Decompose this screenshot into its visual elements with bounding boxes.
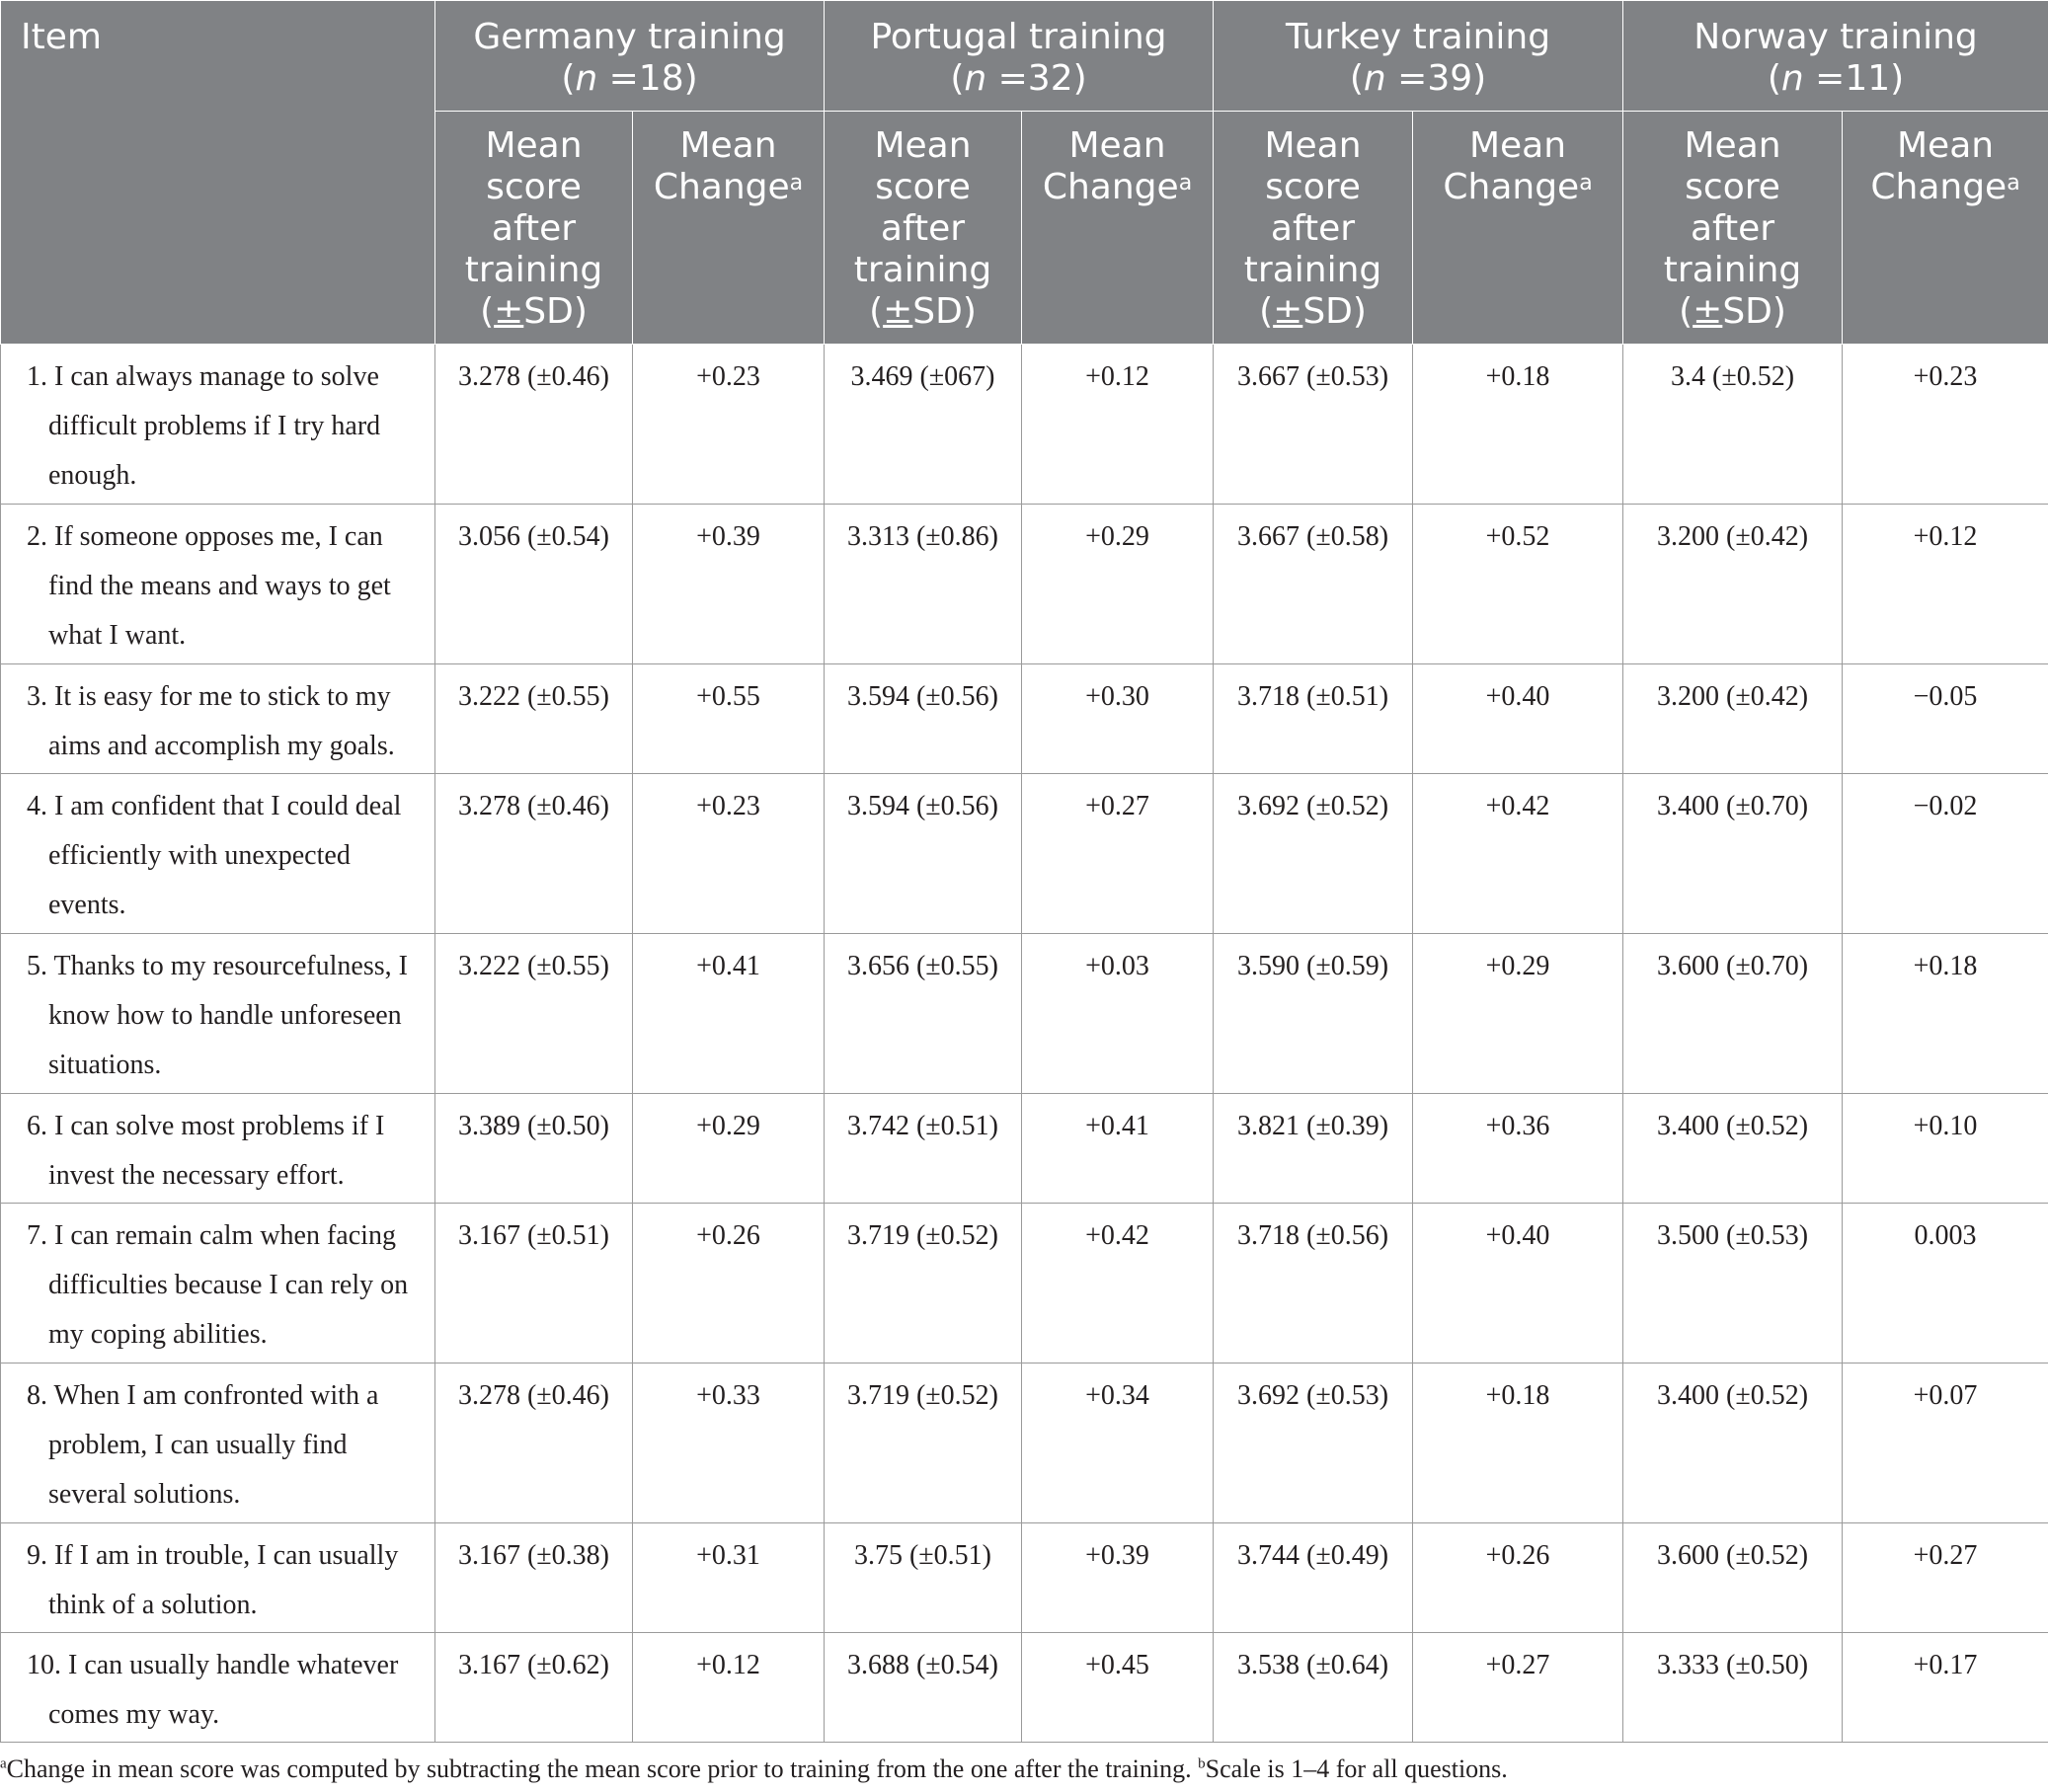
- subheader-mean-change-turkey: Mean Change$^a$: [1413, 112, 1623, 345]
- mean-score-cell-turkey: 3.744 (±0.49): [1214, 1523, 1413, 1633]
- subheader-mean-change-portugal: Mean Change$^a$: [1022, 112, 1214, 345]
- subheader-mean-score-norway: Mean score after training (±SD): [1623, 112, 1843, 345]
- mean-score-cell-portugal: 3.594 (±0.56): [825, 774, 1022, 934]
- mean-score-cell-portugal: 3.313 (±0.86): [825, 505, 1022, 664]
- table-row: [1, 664, 2048, 774]
- mean-score-cell-norway: 3.400 (±0.70): [1623, 774, 1843, 934]
- mean-score-cell-portugal: 3.594 (±0.56): [825, 664, 1022, 774]
- table-row: [1, 1523, 2048, 1633]
- group-header-turkey: Turkey training (n =39): [1214, 1, 1623, 112]
- mean-score-cell-turkey: 3.821 (±0.39): [1214, 1094, 1413, 1204]
- mean-score-cell-norway: 3.200 (±0.42): [1623, 664, 1843, 774]
- mean-score-cell-turkey: 3.590 (±0.59): [1214, 934, 1413, 1094]
- mean-change-cell-portugal: +0.03: [1022, 934, 1214, 1094]
- mean-change-cell-turkey: +0.40: [1413, 1204, 1623, 1363]
- subheader-mean-change-germany: Mean Change$^a$: [633, 112, 825, 345]
- item-column-header: Item: [1, 1, 435, 345]
- subheader-mean-change-norway: Mean Change$^a$: [1843, 112, 2048, 345]
- group-header-portugal: Portugal training (n =32): [825, 1, 1214, 112]
- mean-score-cell-turkey: 3.667 (±0.58): [1214, 505, 1413, 664]
- mean-score-cell-portugal: 3.688 (±0.54): [825, 1633, 1022, 1743]
- mean-score-cell-turkey: 3.538 (±0.64): [1214, 1633, 1413, 1743]
- mean-score-cell-norway: 3.4 (±0.52): [1623, 345, 1843, 505]
- mean-change-cell-norway: +0.12: [1843, 505, 2048, 664]
- mean-score-cell-norway: 3.400 (±0.52): [1623, 1363, 1843, 1523]
- table-row: [1, 1363, 2048, 1523]
- mean-score-cell-germany: 3.167 (±0.51): [435, 1204, 633, 1363]
- mean-change-cell-turkey: +0.42: [1413, 774, 1623, 934]
- mean-change-cell-norway: +0.10: [1843, 1094, 2048, 1204]
- mean-change-cell-turkey: +0.26: [1413, 1523, 1623, 1633]
- mean-change-cell-portugal: +0.42: [1022, 1204, 1214, 1363]
- mean-score-cell-portugal: 3.656 (±0.55): [825, 934, 1022, 1094]
- table-row: [1, 1094, 2048, 1204]
- subheader-mean-score-turkey: Mean score after training (±SD): [1214, 112, 1413, 345]
- item-cell: 2. If someone opposes me, I can find the means and ways to get what I want.: [1, 505, 435, 664]
- table-row: [1, 934, 2048, 1094]
- item-cell: 1. I can always manage to solve difficult problems if I try hard enough.: [1, 345, 435, 505]
- footnote-b-mark: b: [1198, 1755, 1206, 1772]
- footnote-b-text: Scale is 1–4 for all questions.: [1205, 1754, 1508, 1783]
- item-cell: 5. Thanks to my resourcefulness, I know how to handle unforeseen situations.: [1, 934, 435, 1094]
- mean-score-cell-portugal: 3.742 (±0.51): [825, 1094, 1022, 1204]
- mean-score-cell-turkey: 3.718 (±0.56): [1214, 1204, 1413, 1363]
- table-row: [1, 345, 2048, 505]
- mean-change-cell-turkey: +0.52: [1413, 505, 1623, 664]
- mean-change-cell-portugal: +0.34: [1022, 1363, 1214, 1523]
- item-cell: 10. I can usually handle whatever comes my way.: [1, 1633, 435, 1743]
- mean-change-cell-germany: +0.41: [633, 934, 825, 1094]
- mean-change-cell-portugal: +0.12: [1022, 345, 1214, 505]
- mean-change-cell-norway: 0.003: [1843, 1204, 2048, 1363]
- mean-change-cell-germany: +0.31: [633, 1523, 825, 1633]
- mean-change-cell-germany: +0.12: [633, 1633, 825, 1743]
- mean-change-cell-turkey: +0.18: [1413, 345, 1623, 505]
- footnote-a-text: Change in mean score was computed by subtracting the mean score prior to training from the one after the training.: [6, 1754, 1199, 1783]
- mean-change-cell-norway: +0.07: [1843, 1363, 2048, 1523]
- mean-score-cell-germany: 3.278 (±0.46): [435, 774, 633, 934]
- mean-score-cell-norway: 3.500 (±0.53): [1623, 1204, 1843, 1363]
- item-cell: 8. When I am confronted with a problem, I can usually find several solutions.: [1, 1363, 435, 1523]
- mean-score-cell-portugal: 3.719 (±0.52): [825, 1363, 1022, 1523]
- table-row: [1, 505, 2048, 664]
- mean-change-cell-portugal: +0.27: [1022, 774, 1214, 934]
- header-row-groups: [1, 1, 2048, 112]
- mean-change-cell-germany: +0.23: [633, 774, 825, 934]
- group-header-germany: Germany training (n =18): [435, 1, 825, 112]
- mean-change-cell-norway: +0.17: [1843, 1633, 2048, 1743]
- mean-change-cell-portugal: +0.29: [1022, 505, 1214, 664]
- subheader-mean-score-germany: Mean score after training (±SD): [435, 112, 633, 345]
- table-row: [1, 774, 2048, 934]
- mean-score-cell-germany: 3.056 (±0.54): [435, 505, 633, 664]
- mean-score-cell-turkey: 3.692 (±0.53): [1214, 1363, 1413, 1523]
- mean-change-cell-norway: −0.02: [1843, 774, 2048, 934]
- mean-score-cell-germany: 3.222 (±0.55): [435, 934, 633, 1094]
- item-cell: 6. I can solve most problems if I invest the necessary effort.: [1, 1094, 435, 1204]
- subheader-mean-score-portugal: Mean score after training (±SD): [825, 112, 1022, 345]
- mean-score-cell-germany: 3.167 (±0.62): [435, 1633, 633, 1743]
- mean-score-cell-germany: 3.389 (±0.50): [435, 1094, 633, 1204]
- item-cell: 3. It is easy for me to stick to my aims and accomplish my goals.: [1, 664, 435, 774]
- table-footnote: [0, 1754, 1508, 1784]
- mean-score-cell-norway: 3.400 (±0.52): [1623, 1094, 1843, 1204]
- mean-change-cell-germany: +0.39: [633, 505, 825, 664]
- footnote-a-mark: a: [0, 1755, 7, 1772]
- mean-change-cell-portugal: +0.45: [1022, 1633, 1214, 1743]
- mean-score-cell-turkey: 3.718 (±0.51): [1214, 664, 1413, 774]
- mean-change-cell-turkey: +0.18: [1413, 1363, 1623, 1523]
- item-cell: 9. If I am in trouble, I can usually think of a solution.: [1, 1523, 435, 1633]
- item-cell: 7. I can remain calm when facing difficulties because I can rely on my coping abilities.: [1, 1204, 435, 1363]
- mean-score-cell-germany: 3.222 (±0.55): [435, 664, 633, 774]
- mean-score-cell-germany: 3.167 (±0.38): [435, 1523, 633, 1633]
- mean-score-cell-portugal: 3.75 (±0.51): [825, 1523, 1022, 1633]
- mean-score-cell-norway: 3.600 (±0.70): [1623, 934, 1843, 1094]
- mean-change-cell-portugal: +0.39: [1022, 1523, 1214, 1633]
- mean-score-cell-turkey: 3.692 (±0.52): [1214, 774, 1413, 934]
- mean-score-cell-norway: 3.600 (±0.52): [1623, 1523, 1843, 1633]
- table-row: [1, 1204, 2048, 1363]
- mean-score-cell-turkey: 3.667 (±0.53): [1214, 345, 1413, 505]
- table-row: [1, 1633, 2048, 1743]
- mean-change-cell-portugal: +0.30: [1022, 664, 1214, 774]
- table-body: [1, 345, 2048, 1743]
- mean-change-cell-turkey: +0.29: [1413, 934, 1623, 1094]
- mean-change-cell-germany: +0.23: [633, 345, 825, 505]
- mean-score-cell-norway: 3.333 (±0.50): [1623, 1633, 1843, 1743]
- mean-score-cell-germany: 3.278 (±0.46): [435, 345, 633, 505]
- mean-score-cell-germany: 3.278 (±0.46): [435, 1363, 633, 1523]
- mean-change-cell-norway: +0.27: [1843, 1523, 2048, 1633]
- mean-score-cell-portugal: 3.719 (±0.52): [825, 1204, 1022, 1363]
- mean-change-cell-germany: +0.26: [633, 1204, 825, 1363]
- group-header-norway: Norway training (n =11): [1623, 1, 2048, 112]
- mean-change-cell-germany: +0.33: [633, 1363, 825, 1523]
- mean-change-cell-turkey: +0.36: [1413, 1094, 1623, 1204]
- mean-change-cell-turkey: +0.40: [1413, 664, 1623, 774]
- mean-change-cell-norway: +0.23: [1843, 345, 2048, 505]
- mean-score-cell-portugal: 3.469 (±067): [825, 345, 1022, 505]
- mean-change-cell-norway: +0.18: [1843, 934, 2048, 1094]
- item-cell: 4. I am confident that I could deal efficiently with unexpected events.: [1, 774, 435, 934]
- mean-change-cell-germany: +0.29: [633, 1094, 825, 1204]
- mean-change-cell-portugal: +0.41: [1022, 1094, 1214, 1204]
- mean-change-cell-turkey: +0.27: [1413, 1633, 1623, 1743]
- mean-score-cell-norway: 3.200 (±0.42): [1623, 505, 1843, 664]
- mean-change-cell-germany: +0.55: [633, 664, 825, 774]
- mean-change-cell-norway: −0.05: [1843, 664, 2048, 774]
